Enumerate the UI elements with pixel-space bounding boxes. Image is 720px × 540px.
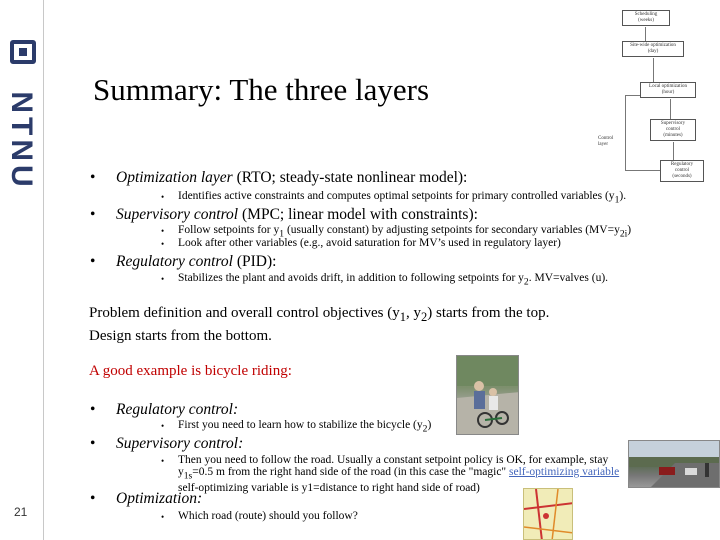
bullet-dot: • [90, 435, 96, 452]
sub-bullet: • Look after other variables (e.g., avoid saturation for MV’s used in regulatory layer) [161, 237, 561, 249]
route-map-image [523, 488, 573, 540]
hierarchy-bracket [625, 95, 640, 96]
sub-bullet: • Follow setpoints for $y_1$ (usually constant) by adjusting setpoints for secondary variables $(MV=y_{2i})$ [161, 224, 632, 240]
hierarchy-bracket [625, 95, 626, 170]
bullet-dot: • [90, 253, 96, 270]
bullet-dot: • [161, 456, 165, 466]
bullet-dot: • [90, 206, 96, 223]
hierarchy-connector [673, 142, 674, 162]
hierarchy-box-scheduling: Scheduling (weeks) [622, 10, 670, 26]
example-optimization: • Optimization: [90, 490, 203, 507]
example-supervisory-control: • Supervisory control: [90, 435, 244, 452]
hierarchy-connector [645, 27, 646, 41]
bullet-dot: • [161, 226, 165, 236]
hierarchy-box-site-optimization: Site-wide optimization (day) [622, 41, 684, 57]
ntnu-logo-text: NTNU [5, 91, 38, 191]
page-number: 21 [14, 505, 28, 519]
bullet-supervisory-control: • Supervisory control (MPC; linear model with constraints): [90, 206, 478, 223]
bullet-dot: • [90, 169, 96, 186]
self-optimizing-variable-link[interactable]: self-optimizing variable [509, 466, 620, 478]
sidebar-divider [43, 0, 44, 540]
sub-bullet: • Then you need to follow the road. Usually a constant setpoint policy is OK, for example, stay $y_{1s}=0.5$ m from the right hand side of the road (in this case the "magic" self-optimizing variable self-optimizing variable is y1=distance to right hand side of road) [161, 454, 620, 495]
bicycle-riding-photo [456, 355, 519, 435]
ntnu-logo [5, 40, 38, 191]
bullet-dot: • [161, 274, 165, 284]
slide-title: Summary: The three layers [93, 72, 430, 107]
bullet-dot: • [90, 401, 96, 418]
bullet-dot: • [161, 192, 165, 202]
control-hierarchy-diagram [595, 5, 720, 185]
hierarchy-connector [653, 58, 654, 82]
hierarchy-box-regulatory: Regulatory control (seconds) [660, 160, 704, 182]
example-heading: A good example is bicycle riding: [89, 363, 292, 379]
bullet-optimization-layer: • Optimization layer (RTO; steady-state nonlinear model): [90, 169, 468, 186]
ntnu-logo-mark [10, 40, 36, 64]
sub-bullet: • First you need to learn how to stabilize the bicycle $(y_2)$ [161, 419, 432, 435]
road-photo [628, 440, 720, 488]
bullet-dot: • [161, 239, 165, 249]
sub-bullet: • Which road (route) should you follow? [161, 510, 358, 522]
bullet-regulatory-control: • Regulatory control (PID): [90, 253, 277, 270]
sidebar [0, 0, 43, 540]
example-regulatory-control: • Regulatory control: [90, 401, 239, 418]
sub-bullet: • Identifies active constraints and computes optimal setpoints for primary controlled variables $(y_1)$. [161, 190, 627, 206]
hierarchy-box-local-optimization: Local optimization (hour) [640, 82, 696, 98]
sub-bullet: • Stabilizes the plant and avoids drift, in addition to following setpoints for $y_2$. MV=valves (u). [161, 272, 609, 288]
bullet-dot: • [90, 490, 96, 507]
hierarchy-side-label: Control layer [598, 136, 614, 147]
hierarchy-bracket [625, 170, 660, 171]
bullet-dot: • [161, 512, 165, 522]
bullet-dot: • [161, 421, 165, 431]
problem-definition-text: Problem definition and overall control objectives ($y_1$, $y_2$) starts from the top. Design starts from the bottom. [89, 305, 550, 344]
hierarchy-box-supervisory: Supervisory control (minutes) [650, 119, 696, 141]
hierarchy-connector [670, 99, 671, 119]
